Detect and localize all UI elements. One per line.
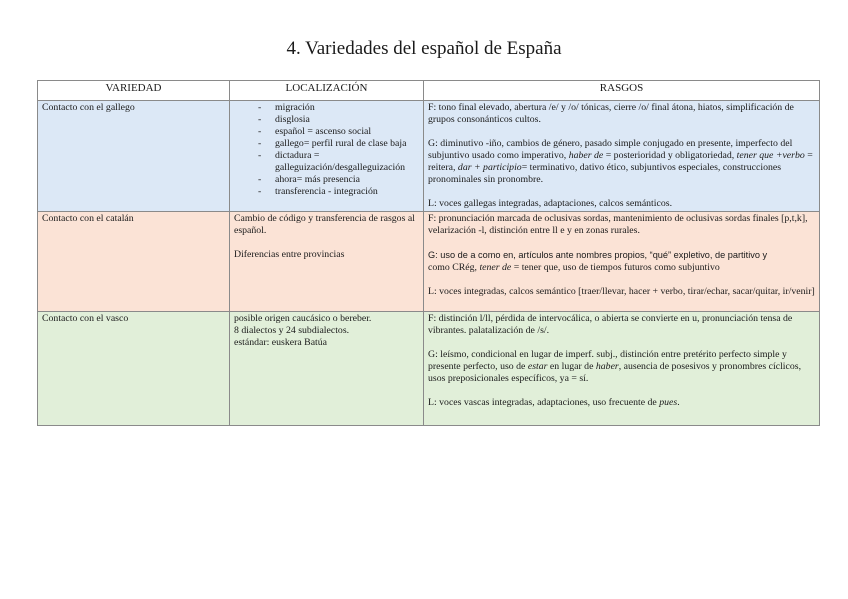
varieties-table [37, 80, 820, 426]
localizacion-text: posible origen caucásico o bereber. [234, 313, 372, 324]
list-item: - migración [275, 102, 419, 114]
cell-variedad: Contacto con el catalán [38, 212, 230, 312]
rasgos-fonetica: F: tono final elevado, abertura /e/ y /o/ tónicas, cierre /o/ final átona, hiatos, simplificación de grupos consonánticos cultos. [428, 102, 794, 125]
list-item: - disglosia [275, 114, 419, 126]
text-segment: G: uso de a como en, artículos ante nombres propios, “qué” expletivo, de partitivo y [428, 250, 768, 260]
list-item: - ahora= más presencia [275, 174, 419, 186]
italic-term: estar [527, 361, 548, 372]
localizacion-text: Cambio de código y transferencia de rasgos al español. [234, 213, 415, 236]
header-rasgos: RASGOS [424, 81, 820, 101]
text-segment: G: leísmo, condicional en lugar de imperf. subj., distinción entre pretérito perfecto simple y presente perfecto, uso de [428, 349, 787, 372]
cell-rasgos [424, 212, 820, 312]
text-segment: = reitera, [428, 150, 813, 173]
text-segment: . [677, 397, 680, 408]
text-segment: = terminativo, dativo ético, subjuntivos especiales, construcciones pronominales sin pronombre. [428, 162, 782, 185]
table-row-catalan [38, 212, 820, 312]
list-item: - gallego= perfil rural de clase baja [275, 138, 419, 150]
rasgos-fonetica: F: pronunciación marcada de oclusivas sordas, mantenimiento de oclusivas sordas finales [p,t,k], velarización -l, distinción entre ll e y en zonas rurales. [428, 213, 808, 236]
italic-term: dar + participio [457, 162, 522, 173]
rasgos-fonetica: F: distinción l/ll, pérdida de intervocálica, o abierta se convierte en u, pronunciación tensa de vibrantes. palatalización de /s/. [428, 313, 793, 336]
header-localizacion: LOCALIZACIÓN [230, 81, 424, 101]
rasgos-gramatica [428, 138, 815, 186]
table-header-row [38, 81, 820, 101]
cell-localizacion [230, 312, 424, 426]
cell-localizacion [230, 212, 424, 312]
cell-variedad: Contacto con el vasco [38, 312, 230, 426]
header-variedad: VARIEDAD [38, 81, 230, 101]
rasgos-lexico: L: voces integradas, calcos semántico [traer/llevar, hacer + verbo, tirar/echar, sacar/quitar, ir/venir] [428, 286, 815, 297]
italic-term: haber [595, 361, 619, 372]
list-item: - dictadura = galleguización/desgalleguización [275, 150, 419, 174]
italic-term: tener que +verbo [736, 150, 805, 161]
text-segment: en lugar de [547, 361, 596, 372]
italic-term: haber de [568, 150, 604, 161]
localizacion-text: 8 dialectos y 24 subdialectos. [234, 325, 350, 336]
localizacion-list [234, 102, 419, 198]
text-segment: = tener que, uso de tiempos futuros como subjuntivo [511, 262, 720, 273]
localizacion-text: estándar: euskera Batúa [234, 337, 328, 348]
cell-rasgos [424, 101, 820, 212]
page-title: 4. Variedades del español de España [286, 38, 562, 59]
text-segment: G: diminutivo -iño, cambios de género, pasado simple conjugado en presente, imperfecto del subjuntivo usado como imperativo, [428, 138, 793, 161]
cell-rasgos [424, 312, 820, 426]
text-segment: L: voces vascas integradas, adaptaciones, uso frecuente de [428, 397, 660, 408]
rasgos-lexico [428, 397, 815, 409]
table-row-gallego [38, 101, 820, 212]
text-segment: , ausencia de posesivos y pronombres cíclicos, usos preposicionales específicos, ya = sí. [428, 361, 802, 384]
rasgos-gramatica [428, 349, 815, 385]
rasgos-lexico: L: voces gallegas integradas, adaptaciones, calcos semánticos. [428, 198, 673, 209]
list-item: - transferencia - integración [275, 186, 419, 198]
italic-term: pues [659, 397, 678, 408]
italic-term: tener de [479, 262, 512, 273]
rasgos-gramatica [428, 249, 815, 274]
text-segment: como CRég, [428, 262, 480, 273]
table-row-vasco [38, 312, 820, 426]
text-segment: = posterioridad y obligatoriedad, [603, 150, 737, 161]
cell-localizacion [230, 101, 424, 212]
localizacion-text: Diferencias entre provincias [234, 249, 345, 260]
list-item: - español = ascenso social [275, 126, 419, 138]
cell-variedad: Contacto con el gallego [38, 101, 230, 212]
